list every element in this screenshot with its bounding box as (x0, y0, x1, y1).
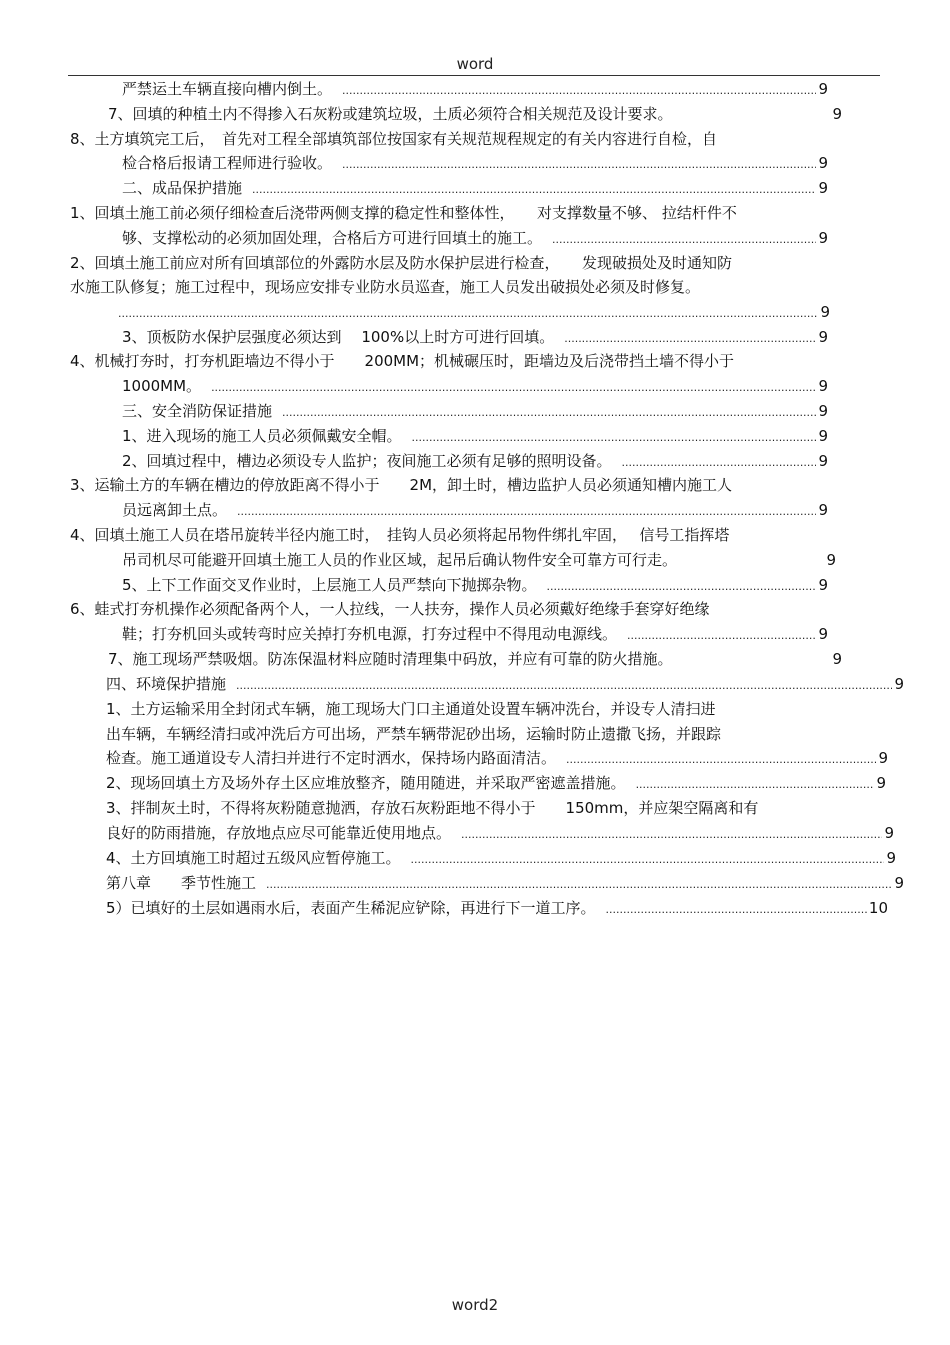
header-rule (68, 75, 880, 76)
toc-entry[interactable] (106, 898, 888, 918)
toc-entry-text: 员远离卸土点。 (122, 501, 228, 519)
toc-entry-text: 够、支撑松动的必须加固处理，合格后方可进行回填土的施工。 (122, 229, 543, 247)
toc-entry-text: 水施工队修复；施工过程中，现场应安排专业防水员巡查，施工人员发出破损处必须及时修复。 (70, 278, 701, 296)
page-header: word (456, 55, 494, 73)
toc-entry[interactable] (122, 401, 828, 421)
toc-entry-text: 1000MM。 (122, 377, 202, 395)
toc-entry[interactable] (122, 426, 828, 446)
toc-entry[interactable] (122, 178, 828, 198)
toc-entry-text: 2、回填土施工前应对所有回填部位的外露防水层及防水保护层进行检查， 发现破损处及时通知防 (70, 254, 733, 272)
toc-entry-text: 第八章 季节性施工 (106, 874, 257, 892)
toc-entry-text: 3、顶板防水保护层强度必须达到 100%以上时方可进行回填。 (122, 328, 555, 346)
toc-entry-text: 3、拌制灰土时，不得将灰粉随意抛洒，存放石灰粉距地不得小于 150mm，并应架空隔离和有 (106, 799, 759, 817)
toc-entry-text: 8、土方填筑完工后， 首先对工程全部填筑部位按国家有关规范规程规定的有关内容进行自检，自 (70, 130, 718, 148)
toc-entry-text: 4、土方回填施工时超过五级风应暂停施工。 (106, 849, 401, 867)
toc-entry-text: 7、回填的种植土内不得掺入石灰粉或建筑垃圾，土质必须符合相关规范及设计要求。 (108, 105, 673, 123)
toc-leader (237, 502, 816, 522)
toc-leader (342, 81, 816, 101)
toc-entry[interactable] (108, 649, 842, 669)
toc-entry[interactable] (122, 327, 828, 347)
toc-entry[interactable] (106, 674, 904, 694)
toc-entry[interactable] (122, 79, 828, 99)
toc-entry-text: 6、蛙式打夯机操作必须配备两个人，一人拉线，一人扶夯，操作人员必须戴好绝缘手套穿好绝缘 (70, 600, 710, 618)
toc-entry[interactable] (122, 451, 828, 471)
toc-page-number: 9 (818, 501, 828, 519)
toc-entry-text: 1、进入现场的施工人员必须佩戴安全帽。 (122, 427, 402, 445)
toc-leader (606, 900, 867, 920)
toc-entry-text: 检查。施工通道设专人清扫并进行不定时洒水，保持场内路面清洁。 (106, 749, 557, 767)
toc-page-number: 9 (818, 229, 828, 247)
toc-page-number: 9 (818, 452, 828, 470)
toc-leader (266, 875, 892, 895)
toc-page-number: 9 (884, 824, 894, 842)
toc-leader (411, 850, 885, 870)
toc-leader (622, 453, 817, 473)
toc-entry-text: 出车辆，车辆经清扫或冲洗后方可出场，严禁车辆带泥砂出场，运输时防止遗撒飞扬，并跟踪 (106, 725, 722, 743)
toc-entry-text: 7、施工现场严禁吸烟。防冻保温材料应随时清理集中码放，并应有可靠的防火措施。 (108, 650, 673, 668)
toc-leader (566, 750, 876, 770)
toc-entry-text: 2、回填过程中，槽边必须设专人监护；夜间施工必须有足够的照明设备。 (122, 452, 612, 470)
toc-entry-text: 4、机械打夯时，打夯机距墙边不得小于 200MM；机械碾压时，距墙边及后浇带挡土墙不得小于 (70, 352, 735, 370)
toc-entry-text: 四、环境保护措施 (106, 675, 227, 693)
toc-entry-text: 良好的防雨措施，存放地点应尽可能靠近使用地点。 (106, 824, 452, 842)
toc-page-number: 9 (876, 774, 886, 792)
toc-leader (252, 180, 816, 200)
toc-page-number: 9 (818, 576, 828, 594)
toc-entry[interactable] (122, 376, 828, 396)
toc-page-number: 9 (894, 675, 904, 693)
toc-page-number: 9 (818, 179, 828, 197)
toc-page-number: 10 (868, 899, 888, 917)
toc-leader (412, 428, 817, 448)
toc-entry[interactable] (122, 575, 828, 595)
toc-entry[interactable] (106, 823, 894, 843)
toc-entry[interactable] (122, 500, 828, 520)
toc-leader (547, 577, 817, 597)
toc-entry[interactable] (118, 302, 830, 322)
toc-entry-text: 3、运输土方的车辆在槽边的停放距离不得小于 2M，卸土时，槽边监护人员必须通知槽内施工人 (70, 476, 733, 494)
toc-entry-text: 1、土方运输采用全封闭式车辆，施工现场大门口主通道处设置车辆冲洗台，并设专人清扫进 (106, 700, 716, 718)
toc-entry-text: 5）已填好的土层如遇雨水后，表面产生稀泥应铲除，再进行下一道工序。 (106, 899, 596, 917)
toc-entry-text: 严禁运土车辆直接向槽内倒土。 (122, 80, 333, 98)
toc-leader (636, 775, 875, 795)
toc-page-number: 9 (818, 154, 828, 172)
page-footer: word2 (451, 1296, 499, 1314)
toc-entry[interactable] (122, 624, 828, 644)
toc-entry[interactable] (122, 550, 836, 570)
toc-entry-text: 鞋；打夯机回头或转弯时应关掉打夯机电源，打夯过程中不得甩动电源线。 (122, 625, 618, 643)
toc-entry-text: 1、回填土施工前必须仔细检查后浇带两侧支撑的稳定性和整体性， 对支撑数量不够、 拉结杆件不 (70, 204, 737, 222)
toc-page-number: 9 (818, 402, 828, 420)
toc-leader (552, 230, 816, 250)
toc-page-number: 9 (832, 105, 842, 123)
toc-page-number: 9 (886, 849, 896, 867)
toc-page-number: 9 (894, 874, 904, 892)
toc-entry[interactable] (106, 773, 886, 793)
toc-page-number: 9 (818, 80, 828, 98)
toc-entry[interactable] (106, 873, 904, 893)
toc-entry[interactable] (122, 153, 828, 173)
toc-page-number: 9 (818, 328, 828, 346)
toc-leader (461, 825, 882, 845)
toc-leader (342, 155, 816, 175)
toc-page-number: 9 (818, 625, 828, 643)
toc-entry-text: 吊司机尽可能避开回填土施工人员的作业区域，起吊后确认物件安全可靠方可行走。 (122, 551, 678, 569)
toc-page-number: 9 (832, 650, 842, 668)
toc-entry-text: 二、成品保护措施 (122, 179, 243, 197)
toc-leader (118, 304, 818, 324)
toc-leader (627, 626, 816, 646)
toc-entry-text: 4、回填土施工人员在塔吊旋转半径内施工时， 挂钩人员必须将起吊物件绑扎牢固， 信号工指挥塔 (70, 526, 730, 544)
toc-entry-text: 5、上下工作面交叉作业时，上层施工人员严禁向下抛掷杂物。 (122, 576, 537, 594)
toc-page-number: 9 (826, 551, 836, 569)
toc-page-number: 9 (878, 749, 888, 767)
toc-entry[interactable] (108, 104, 842, 124)
toc-leader (211, 378, 816, 398)
toc-entry-text: 2、现场回填土方及场外存土区应堆放整齐，随用随进，并采取严密遮盖措施。 (106, 774, 626, 792)
toc-entry[interactable] (106, 848, 896, 868)
toc-entry[interactable] (106, 748, 888, 768)
toc-leader (282, 403, 816, 423)
toc-page-number: 9 (818, 377, 828, 395)
toc-leader (564, 329, 816, 349)
toc-entry-text: 三、安全消防保证措施 (122, 402, 273, 420)
toc-page-number: 9 (820, 303, 830, 321)
toc-page-number: 9 (818, 427, 828, 445)
toc-leader (236, 676, 892, 696)
toc-entry-text: 检合格后报请工程师进行验收。 (122, 154, 333, 172)
toc-entry[interactable] (122, 228, 828, 248)
